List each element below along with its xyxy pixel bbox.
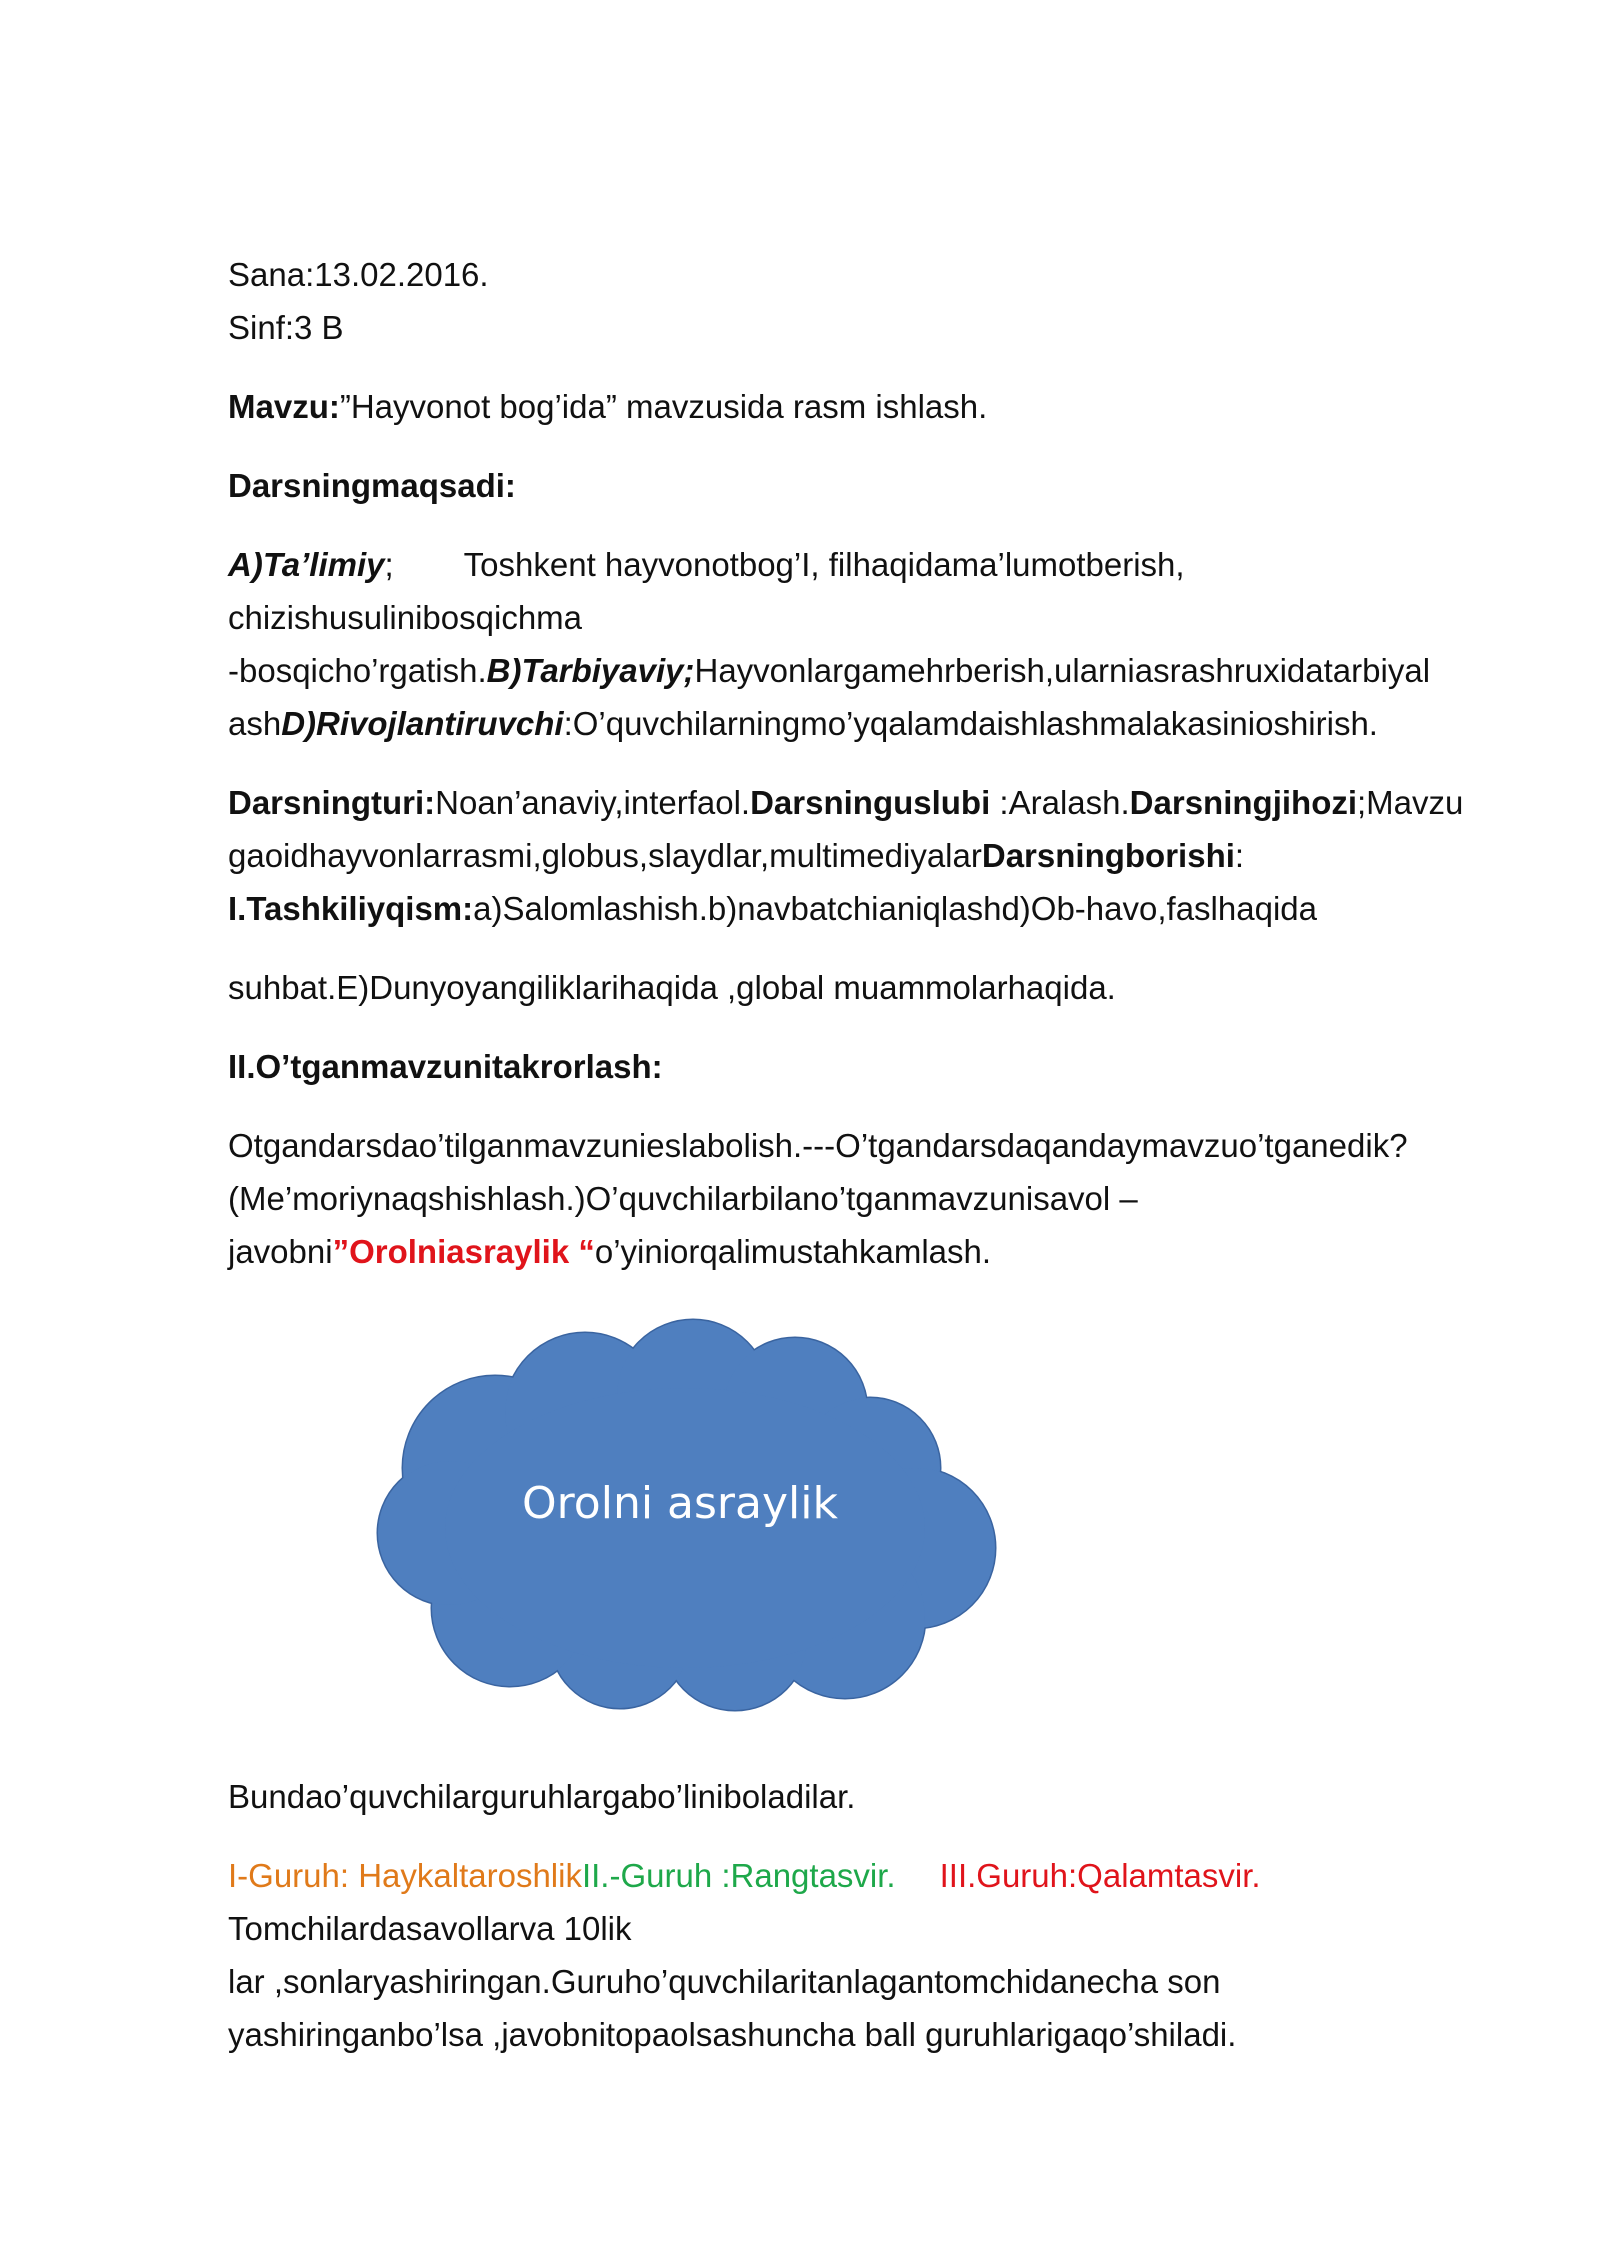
lesson-plan-document: [228, 248, 1490, 1278]
groups-intro: Bundao’quvchilarguruhlargabo’liniboladilar.: [228, 1778, 856, 1815]
borishi-label: Darsningborishi: [981, 837, 1235, 874]
type-line-2-text: gaoidhayvonlarrasmi,globus,slaydlar,multimediyalar: [228, 837, 982, 874]
class-line: Sinf:3 B: [228, 309, 344, 346]
group-1: I-Guruh: Haykaltaroshlik: [228, 1857, 582, 1894]
cloud-shape: [375, 1318, 1025, 1714]
groups-line-1: [228, 1849, 1490, 1902]
review-line-3-post: o’yiniorqalimustahkamlash.: [594, 1233, 992, 1270]
type-line-2: [228, 829, 1490, 882]
jihozi-text: ;Mavzu: [1357, 784, 1464, 821]
uslubi-text: :Aralash.: [990, 784, 1130, 821]
tarbiyaviy-text: Hayvonlargamehrberish,ularniasrashruxidatarbiyal: [694, 652, 1431, 689]
rivoj-label: D)Rivojlantiruvchi: [281, 705, 564, 742]
goals-line-3-pre: -bosqicho’rgatish.: [228, 652, 487, 689]
goals-line-2: chizishusulinibosqichma: [228, 599, 583, 636]
turi-text: Noan’anaviy,interfaol.: [435, 784, 751, 821]
jihozi-label: Darsningjihozi: [1129, 784, 1358, 821]
goals-line-4-pre: ash: [228, 705, 282, 742]
talimiy-text: Toshkent hayvonotbog’I, filhaqidama’lumotberish,: [463, 546, 1185, 583]
topic-line: [228, 380, 1490, 433]
goals-line-4: [228, 697, 1490, 750]
tashkiliy-label: I.Tashkiliyqism:: [228, 890, 474, 927]
review-line-2: (Me’moriynaqshishlash.)O’quvchilarbilano’tganmavzunisavol –: [228, 1180, 1138, 1217]
tashkiliy-text: a)Salomlashish.b)navbatchianiqlashd)Ob-havo,faslhaqida: [473, 890, 1317, 927]
group-2: II.-Guruh :Rangtasvir.: [581, 1857, 896, 1894]
goals-paragraph: [228, 538, 1490, 750]
goals-line-3: [228, 644, 1490, 697]
groups-section: [228, 1770, 1490, 2061]
talimiy-sep: ;: [384, 546, 394, 583]
groups-paragraph: [228, 1849, 1490, 2061]
group-3: III.Guruh:Qalamtasvir.: [939, 1857, 1261, 1894]
groups-line-3: lar ,sonlaryashiringan.Guruho’quvchilaritanlagantomchidanecha son: [228, 1963, 1221, 2000]
uslubi-label: Darsninguslubi: [750, 784, 991, 821]
borishi-text: :: [1234, 837, 1245, 874]
groups-line-2: Tomchilardasavollarva 10lik: [228, 1910, 632, 1947]
type-line-1: [228, 776, 1490, 829]
talimiy-label: A)Ta’limiy: [228, 546, 385, 583]
review-paragraph: [228, 1119, 1490, 1278]
suhbat-line: suhbat.E)Dunyoyangiliklarihaqida ,global muammolarhaqida.: [228, 969, 1116, 1006]
lesson-type-paragraph: [228, 776, 1490, 935]
date-line: Sana:13.02.2016.: [228, 256, 489, 293]
groups-line-4: yashiringanbo’lsa ,javobnitopaolsashuncha ball guruhlarigaqo’shiladi.: [228, 2016, 1237, 2053]
topic-text: ”Hayvonot bog’ida” mavzusida rasm ishlash.: [339, 388, 988, 425]
type-line-3: [228, 882, 1490, 935]
review-line-3-pre: javobni: [228, 1233, 333, 1270]
turi-label: Darsningturi:: [228, 784, 436, 821]
review-line-1: Otgandarsdao’tilganmavzunieslabolish.---O’tgandarsdaqandaymavzuo’tganedik?: [228, 1127, 1408, 1164]
tarbiyaviy-label: B)Tarbiyaviy;: [486, 652, 695, 689]
review-line-3: [228, 1225, 1490, 1278]
review-heading: [228, 1040, 1490, 1093]
topic-label: Mavzu:: [228, 388, 340, 425]
review-heading-text: II.O’tganmavzunitakrorlash:: [228, 1048, 663, 1085]
rivoj-text: :O’quvchilarningmo’yqalamdaishlashmalakasinioshirish.: [563, 705, 1378, 742]
goals-heading-text: Darsningmaqsadi:: [228, 467, 516, 504]
game-name: ”Orolniasraylik “: [332, 1233, 595, 1270]
cloud-label: Orolni asraylik: [522, 1478, 838, 1529]
goals-line-1: [228, 538, 1490, 591]
goals-heading: [228, 459, 1490, 512]
